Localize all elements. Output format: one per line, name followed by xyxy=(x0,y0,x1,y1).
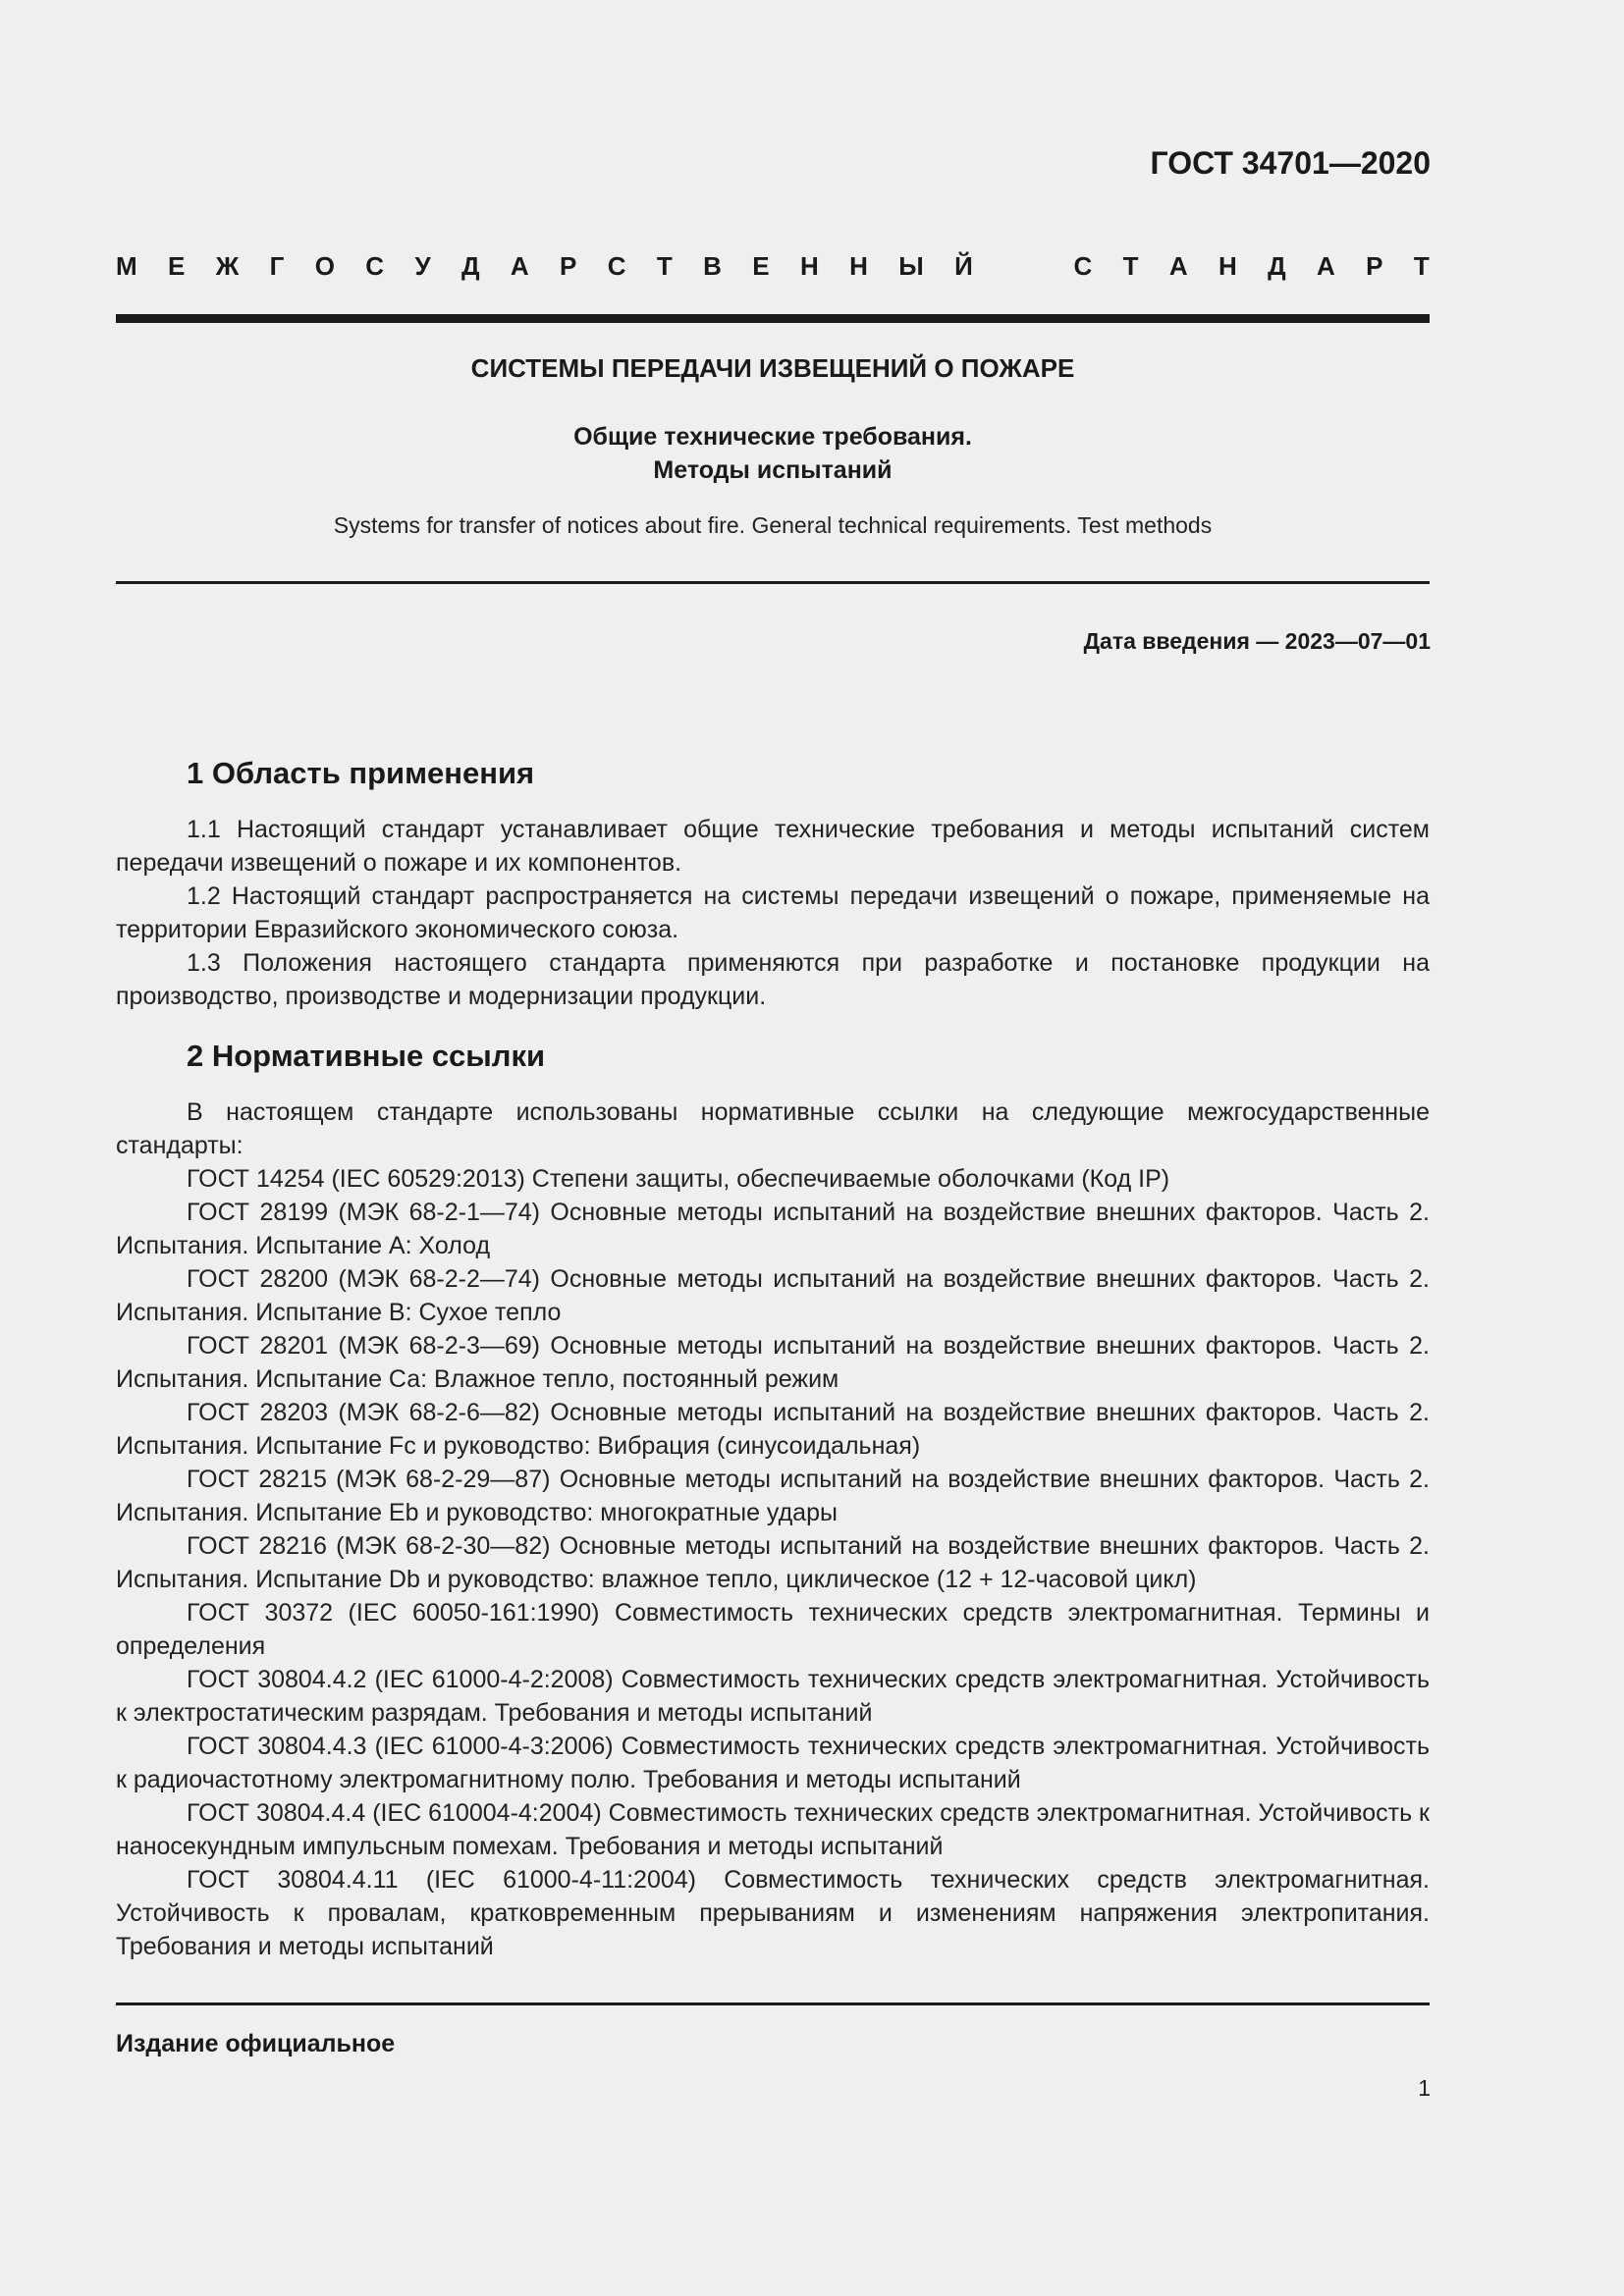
standard-heading-letter: С xyxy=(607,251,626,281)
standard-type-heading xyxy=(116,251,1430,282)
standard-heading-letter: В xyxy=(703,251,722,281)
section-1-heading: 1 Область применения xyxy=(187,756,535,790)
normative-reference: ГОСТ 30804.4.3 (IEC 61000-4-3:2006) Совместимость технических средств электромагнитная. Устойчивость к радиочастотному электромагнитному полю. Требования и методы испытаний xyxy=(116,1733,1430,1793)
standard-heading-letter: М xyxy=(116,251,137,281)
standard-heading-letter: Ж xyxy=(215,251,240,281)
standard-heading-letter: А xyxy=(1317,251,1335,281)
standard-heading-letter: С xyxy=(1073,251,1093,281)
document-code: ГОСТ 34701—2020 xyxy=(1150,145,1431,181)
section-1-paragraph: 1.2 Настоящий стандарт распространяется на системы передачи извещений о пожаре, применяемые на территории Евразийского экономического союза. xyxy=(116,882,1430,943)
normative-reference: ГОСТ 28215 (МЭК 68-2-29—87) Основные методы испытаний на воздействие внешних факторов. Часть 2. Испытания. Испытание Eb и руководство: многократные удары xyxy=(116,1466,1430,1526)
footer-rule xyxy=(116,2002,1430,2005)
normative-reference: ГОСТ 30804.4.11 (IEC 61000-4-11:2004) Совместимость технических средств электромагнитная. Устойчивость к провалам, кратковременным прерываниям и изменениям напряжения электропитания. Требования и методы испытаний xyxy=(116,1866,1430,1960)
document-body xyxy=(116,754,1430,1963)
standard-heading-letter: Г xyxy=(269,251,285,281)
section-2-heading: 2 Нормативные ссылки xyxy=(187,1039,546,1073)
sub-title-line-1: Общие технические требования. xyxy=(573,423,972,451)
standard-heading-letter: Т xyxy=(1122,251,1139,281)
header-rule xyxy=(116,314,1430,323)
normative-reference: ГОСТ 30804.4.4 (IEC 610004-4:2004) Совместимость технических средств электромагнитная. Устойчивость к наносекундным импульсным помехам. Требования и методы испытаний xyxy=(116,1799,1430,1860)
standard-heading-letter: Ы xyxy=(898,251,924,281)
official-edition-label: Издание официальное xyxy=(116,2030,396,2057)
standard-heading-letter: Е xyxy=(752,251,770,281)
standard-heading-letter: Р xyxy=(1366,251,1383,281)
section-1-paragraph: 1.1 Настоящий стандарт устанавливает общие технические требования и методы испытаний систем передачи извещений о пожаре и их компонентов. xyxy=(116,816,1430,877)
standard-heading-letter: Д xyxy=(460,251,480,281)
page-number: 1 xyxy=(1418,2075,1431,2101)
standard-heading-letter: Й xyxy=(954,251,973,281)
standard-heading-letter: Т xyxy=(1413,251,1430,281)
normative-reference: ГОСТ 28201 (МЭК 68-2-3—69) Основные методы испытаний на воздействие внешних факторов. Часть 2. Испытания. Испытание Са: Влажное тепло, постоянный режим xyxy=(116,1332,1430,1393)
standard-heading-letter: А xyxy=(510,251,529,281)
standard-heading-letter: Н xyxy=(799,251,819,281)
standard-heading-letter: Е xyxy=(168,251,186,281)
standard-heading-letter: А xyxy=(1168,251,1188,281)
normative-reference: ГОСТ 30804.4.2 (IEC 61000-4-2:2008) Совместимость технических средств электромагнитная. Устойчивость к электростатическим разрядам. Требования и методы испытаний xyxy=(116,1666,1430,1727)
normative-reference: ГОСТ 28200 (МЭК 68-2-2—74) Основные методы испытаний на воздействие внешних факторов. Часть 2. Испытания. Испытание В: Сухое тепло xyxy=(116,1265,1430,1326)
standard-heading-letter: Н xyxy=(849,251,868,281)
section-1-paragraph: 1.3 Положения настоящего стандарта применяются при разработке и постановке продукции на производство, производстве и модернизации продукции. xyxy=(116,949,1430,1010)
normative-reference: ГОСТ 14254 (IEC 60529:2013) Степени защиты, обеспечиваемые оболочками (Код IP) xyxy=(187,1165,1170,1193)
introduction-date: Дата введения — 2023—07—01 xyxy=(1083,628,1431,654)
standard-heading-letter: С xyxy=(365,251,385,281)
standard-heading-letter: Р xyxy=(560,251,577,281)
standard-heading-letter: О xyxy=(314,251,335,281)
sub-title xyxy=(116,420,1430,487)
section-2-intro: В настоящем стандарте использованы нормативные ссылки на следующие межгосударственные стандарты: xyxy=(116,1098,1430,1159)
sub-title-line-2: Методы испытаний xyxy=(653,456,893,484)
normative-reference: ГОСТ 28216 (МЭК 68-2-30—82) Основные методы испытаний на воздействие внешних факторов. Часть 2. Испытания. Испытание Db и руководство: влажное тепло, циклическое (12 + 12-часовой цикл) xyxy=(116,1532,1430,1593)
english-title: Systems for transfer of notices about fire. General technical requirements. Test methods xyxy=(333,512,1213,538)
standard-heading-letter: Н xyxy=(1218,251,1237,281)
standard-heading-letter: Т xyxy=(656,251,673,281)
title-rule xyxy=(116,581,1430,584)
word-gap xyxy=(1003,251,1043,282)
normative-reference: ГОСТ 30372 (IEC 60050-161:1990) Совместимость технических средств электромагнитная. Термины и определения xyxy=(116,1599,1430,1660)
standard-heading-letter: Д xyxy=(1268,251,1286,281)
normative-reference: ГОСТ 28203 (МЭК 68-2-6—82) Основные методы испытаний на воздействие внешних факторов. Часть 2. Испытания. Испытание Fc и руководство: Вибрация (синусоидальная) xyxy=(116,1399,1430,1460)
main-title: СИСТЕМЫ ПЕРЕДАЧИ ИЗВЕЩЕНИЙ О ПОЖАРЕ xyxy=(470,353,1075,383)
normative-reference: ГОСТ 28199 (МЭК 68-2-1—74) Основные методы испытаний на воздействие внешних факторов. Часть 2. Испытания. Испытание А: Холод xyxy=(116,1199,1430,1259)
standard-heading-letter: У xyxy=(414,251,431,281)
